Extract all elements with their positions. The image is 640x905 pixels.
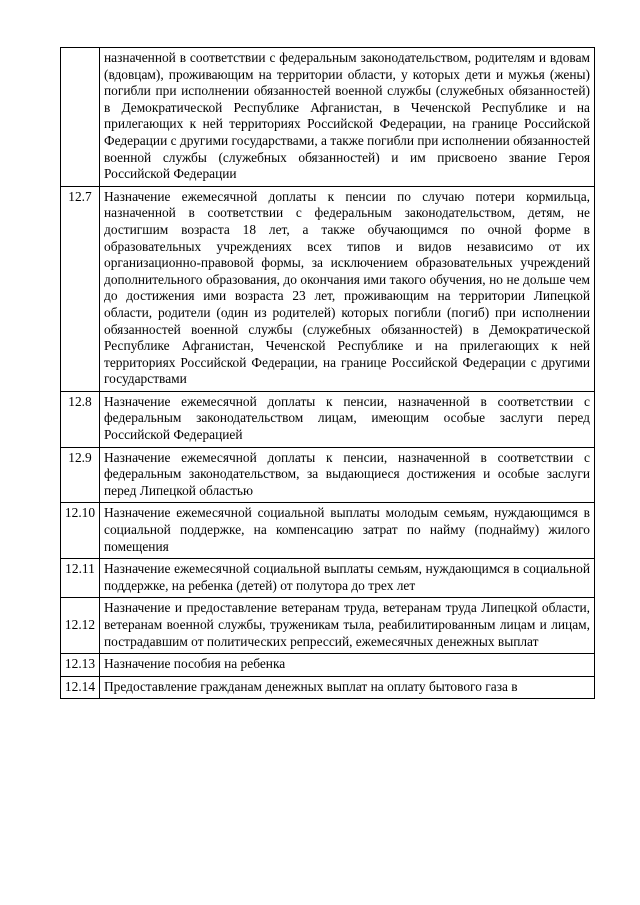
row-text: Назначение ежемесячной доплаты к пенсии, назначенной в соответствии с федеральным законодательством лицам, имеющим особые заслуги перед Российской Федерацией bbox=[100, 391, 595, 447]
row-number: 12.9 bbox=[61, 447, 100, 503]
table-row bbox=[61, 503, 595, 559]
row-number: 12.8 bbox=[61, 391, 100, 447]
row-number: 12.12 bbox=[61, 598, 100, 654]
row-number: 12.7 bbox=[61, 186, 100, 391]
row-text: Назначение ежемесячной доплаты к пенсии по случаю потери кормильца, назначенной в соответствии с федеральным законодательством, детям, не достигшим возраста 18 лет, а также обучающимся по очной форме в образовательных учреждениях всех типов и видов независимо от их организационно-правовой формы, за исключением образовательных учреждений дополнительного образования, до окончания ими такого обучения, но не дольше чем до достижения ими возраста 23 лет, проживающим на территории Липецкой области, родители (один из родителей) которых погибли (погиб) при исполнении обязанностей военной службы (служебных обязанностей) в Демократической Республике Афганистан, Чеченской Республике и на прилегающих к ней территориях Российской Федерации, на границе Российской Федерации с другими государствами bbox=[100, 186, 595, 391]
table-row bbox=[61, 447, 595, 503]
row-text: назначенной в соответствии с федеральным законодательством, родителям и вдовам (вдовцам), проживающим на территории области, у которых дети и мужья (жены) погибли при исполнении обязанностей военной службы (служебных обязанностей) в Демократической Республике Афганистан, в Чеченской Республике и на прилегающих к ней территориях Российской Федерации, на границе Российской Федерации с другими государствами, а также погибли при исполнении обязанностей военной службы (служебных обязанностей) и им присвоено звание Героя Российской Федерации bbox=[100, 48, 595, 187]
table-row bbox=[61, 559, 595, 598]
table-row bbox=[61, 186, 595, 391]
table-row bbox=[61, 48, 595, 187]
row-text: Назначение ежемесячной социальной выплаты семьям, нуждающимся в социальной поддержке, на ребенка (детей) от полутора до трех лет bbox=[100, 559, 595, 598]
row-number: 12.14 bbox=[61, 676, 100, 699]
table-row bbox=[61, 598, 595, 654]
row-number bbox=[61, 48, 100, 187]
table-row bbox=[61, 391, 595, 447]
row-number: 12.10 bbox=[61, 503, 100, 559]
row-text: Назначение ежемесячной доплаты к пенсии, назначенной в соответствии с федеральным законодательством, за выдающиеся достижения и особые заслуги перед Липецкой областью bbox=[100, 447, 595, 503]
table-row bbox=[61, 654, 595, 677]
row-number: 12.13 bbox=[61, 654, 100, 677]
row-number: 12.11 bbox=[61, 559, 100, 598]
row-text: Назначение ежемесячной социальной выплаты молодым семьям, нуждающимся в социальной поддержке, на компенсацию затрат по найму (поднайму) жилого помещения bbox=[100, 503, 595, 559]
services-table bbox=[60, 47, 595, 699]
row-text: Назначение пособия на ребенка bbox=[100, 654, 595, 677]
row-text: Назначение и предоставление ветеранам труда, ветеранам труда Липецкой области, ветеранам военной службы, труженикам тыла, реабилитированным лицам и лицам, пострадавшим от политических репрессий, ежемесячных денежных выплат bbox=[100, 598, 595, 654]
table-row bbox=[61, 676, 595, 699]
row-text: Предоставление гражданам денежных выплат на оплату бытового газа в bbox=[100, 676, 595, 699]
